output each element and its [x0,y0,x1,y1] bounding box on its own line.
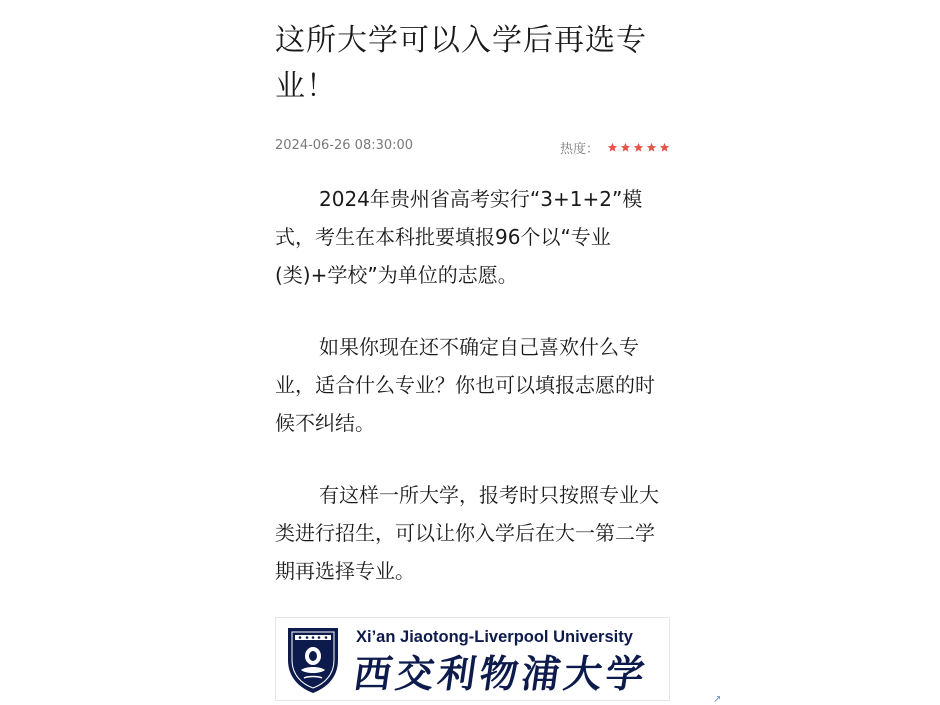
paragraph: 2024年贵州省高考实行“3+1+2”模式，考生在本科批要填报96个以“专业(类)+学校”为单位的志愿。 [275,187,643,287]
heat-rating [560,138,670,157]
article [275,0,670,590]
heat-stars [607,142,670,153]
paragraph: 有这样一所大学，报考时只按照专业大类进行招生，可以让你入学后在大一第二学期再选择专业。 [275,483,659,583]
star-icon [633,142,644,153]
university-crest-icon [286,626,340,694]
star-icon [620,142,631,153]
star-icon [646,142,657,153]
university-logo-image [275,617,670,701]
star-icon [659,142,670,153]
publish-date: 2024-06-26 08:30:00 [275,138,414,153]
university-name-chinese: 西交利物浦大学 [350,651,652,696]
paragraph: 如果你现在还不确定自己喜欢什么专业，适合什么专业？你也可以填报志愿的时候不纠结。 [275,335,655,435]
university-name-english: Xi’an Jiaotong-Liverpool University [356,628,633,646]
article-meta [275,138,670,158]
heat-label: 热度： [559,142,599,157]
article-title: 这所大学可以入学后再选专业！ [275,23,647,104]
star-icon [607,142,618,153]
corner-mark-icon: ↗ [713,694,722,705]
